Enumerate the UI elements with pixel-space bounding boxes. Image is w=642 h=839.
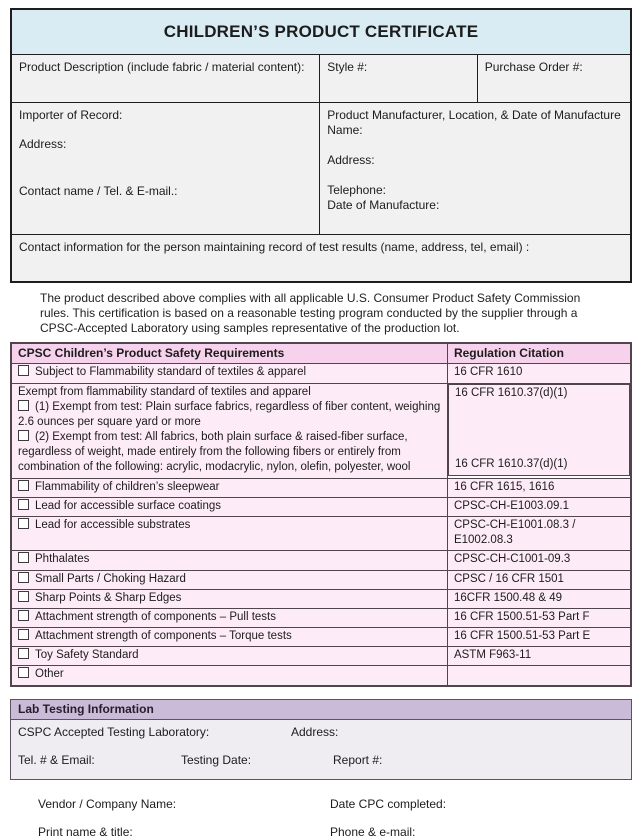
requirement-row [11, 551, 631, 570]
requirement-cell [11, 517, 447, 551]
importer-record-label: Importer of Record: [19, 108, 123, 122]
requirements-table [10, 342, 632, 687]
checkbox-icon[interactable] [18, 518, 29, 529]
manufacturer-heading: Product Manufacturer, Location, & Date of Manufacture [327, 108, 621, 122]
checkbox-icon[interactable] [18, 667, 29, 678]
exempt-item [18, 430, 441, 476]
lab-laboratory-label: CSPC Accepted Testing Laboratory: [18, 724, 210, 739]
manufacturer-name-label: Name: [327, 123, 363, 138]
print-name-title-label: Print name & title: [38, 824, 133, 839]
citation-cell: ASTM F963-11 [447, 647, 631, 666]
checkbox-icon[interactable] [18, 552, 29, 563]
signature-section [38, 797, 632, 839]
exempt-intro-label: Exempt from flammability standard of textiles and apparel [18, 385, 311, 398]
exempt-item-label: (1) Exempt from test: Plain surface fabrics, regardless of fiber content, weighing 2.6 ounces per square yard or more [18, 400, 441, 428]
citation-cell: 16 CFR 1615, 1616 [447, 478, 631, 497]
requirement-cell [11, 647, 447, 666]
requirement-label: Subject to Flammability standard of textiles & apparel [35, 366, 307, 379]
requirement-row [11, 570, 631, 589]
citation-cell [447, 666, 631, 686]
style-number-field[interactable] [320, 55, 477, 103]
record-contact-field[interactable] [11, 235, 631, 283]
lab-address-label: Address: [291, 724, 339, 739]
requirements-header-citation: Regulation Citation [447, 343, 631, 364]
citation-cell: CPSC-CH-E1003.09.1 [447, 497, 631, 516]
importer-field[interactable] [11, 103, 320, 235]
requirement-row [11, 666, 631, 686]
manufacturer-address-label: Address: [327, 152, 375, 167]
requirement-row [11, 589, 631, 608]
requirements-header-requirement: CPSC Children’s Product Safety Requirements [11, 343, 447, 364]
requirement-row [11, 608, 631, 627]
requirement-label: Lead for accessible substrates [35, 519, 191, 531]
checkbox-icon[interactable] [18, 480, 29, 491]
requirement-row [11, 364, 631, 383]
lab-report-label: Report #: [333, 752, 383, 767]
exempt-item-label: (2) Exempt from test: All fabrics, both plain surface & raised-fiber surface, regardless of weight, made entirely from the following fibers or entirely from combination of the following: acrylic, modacrylic, nylon, olefin, polyester, wool [18, 431, 411, 474]
lab-testing-box [10, 699, 632, 780]
requirement-label: Other [35, 668, 64, 681]
page-title: CHILDREN’S PRODUCT CERTIFICATE [163, 22, 479, 42]
requirement-row [11, 478, 631, 497]
phone-email-label: Phone & e-mail: [330, 824, 416, 839]
purchase-order-field[interactable] [477, 55, 631, 103]
style-number-label: Style #: [327, 60, 368, 74]
product-description-label: Product Description (include fabric / material content): [19, 60, 305, 74]
importer-address-label: Address: [19, 137, 67, 152]
requirement-row [11, 647, 631, 666]
lab-testing-header: Lab Testing Information [11, 700, 631, 720]
date-cpc-completed-label: Date CPC completed: [330, 796, 447, 811]
exempt-citation-cell [448, 384, 630, 476]
record-contact-row [11, 235, 631, 283]
checkbox-icon[interactable] [18, 610, 29, 621]
requirement-label: Flammability of children’s sleepwear [35, 480, 220, 493]
signature-row-2 [38, 825, 632, 839]
lab-tel-email-label: Tel. # & Email: [18, 752, 95, 767]
checkbox-icon[interactable] [18, 648, 29, 659]
requirement-cell [11, 497, 447, 516]
requirements-header-row [11, 343, 631, 364]
citation-cell: CPSC-CH-E1001.08.3 / E1002.08.3 [447, 517, 631, 551]
requirement-row [11, 628, 631, 647]
purchase-order-label: Purchase Order #: [484, 60, 583, 74]
signature-row-1 [38, 797, 632, 811]
checkbox-icon[interactable] [18, 430, 29, 441]
title-cell [11, 9, 631, 55]
checkbox-icon[interactable] [18, 499, 29, 510]
requirement-row [11, 517, 631, 551]
requirement-label: Phthalates [35, 553, 90, 566]
importer-contact-label: Contact name / Tel. & E-mail.: [19, 183, 178, 198]
citation-cell: CPSC-CH-C1001-09.3 [447, 551, 631, 570]
checkbox-icon[interactable] [18, 400, 29, 411]
product-fields-row [11, 55, 631, 103]
lab-testing-date-label: Testing Date: [181, 752, 252, 767]
manufacturer-date-label: Date of Manufacture: [327, 198, 440, 213]
requirement-cell [11, 608, 447, 627]
requirement-row [11, 497, 631, 516]
requirement-row [11, 383, 631, 478]
checkbox-icon[interactable] [18, 591, 29, 602]
requirement-label: Small Parts / Choking Hazard [35, 572, 186, 585]
requirement-label: Toy Safety Standard [35, 649, 139, 662]
requirement-cell [11, 364, 447, 383]
citation-cell: 16 CFR 1500.51-53 Part F [447, 608, 631, 627]
manufacturer-field[interactable] [320, 103, 631, 235]
requirement-label: Attachment strength of components – Pull tests [35, 610, 276, 623]
citation-cell: 16CFR 1500.48 & 49 [447, 589, 631, 608]
manufacturer-telephone-label: Telephone: [327, 183, 386, 198]
parties-row [11, 103, 631, 235]
vendor-name-label: Vendor / Company Name: [38, 796, 177, 811]
requirement-label: Lead for accessible surface coatings [35, 499, 222, 512]
citation-cell: CPSC / 16 CFR 1501 [447, 570, 631, 589]
requirement-cell [11, 570, 447, 589]
citation-cell: 16 CFR 1500.51-53 Part E [447, 628, 631, 647]
requirement-cell [11, 666, 447, 686]
checkbox-icon[interactable] [18, 572, 29, 583]
exempt-requirement-cell [11, 383, 447, 478]
requirement-cell [11, 628, 447, 647]
requirement-cell [11, 478, 447, 497]
requirement-label: Sharp Points & Sharp Edges [35, 591, 182, 604]
record-contact-label: Contact information for the person maintaining record of test results (name, address, tel, email) : [19, 240, 530, 254]
title-row [11, 9, 631, 55]
requirement-label: Attachment strength of components – Torque tests [35, 630, 292, 643]
certification-statement: The product described above complies with all applicable U.S. Consumer Product Safety Commission rules. This certification is based on a reasonable testing program conducted by the supplier through a CPSC-Accepted Laboratory using samples representative of the production lot. [40, 291, 581, 335]
citation-label: 16 CFR 1610.37(d)(1) [454, 386, 568, 399]
certificate-top-table [10, 8, 632, 283]
requirement-cell [11, 551, 447, 570]
citation-cell: 16 CFR 1610 [447, 364, 631, 383]
lab-testing-body[interactable] [11, 720, 631, 779]
requirements-tbody [11, 364, 631, 686]
product-description-field[interactable] [11, 55, 320, 103]
checkbox-icon[interactable] [18, 629, 29, 640]
exempt-item [18, 400, 441, 430]
citation-label: 16 CFR 1610.37(d)(1) [454, 458, 568, 471]
checkbox-icon[interactable] [18, 365, 29, 376]
requirement-cell [11, 589, 447, 608]
